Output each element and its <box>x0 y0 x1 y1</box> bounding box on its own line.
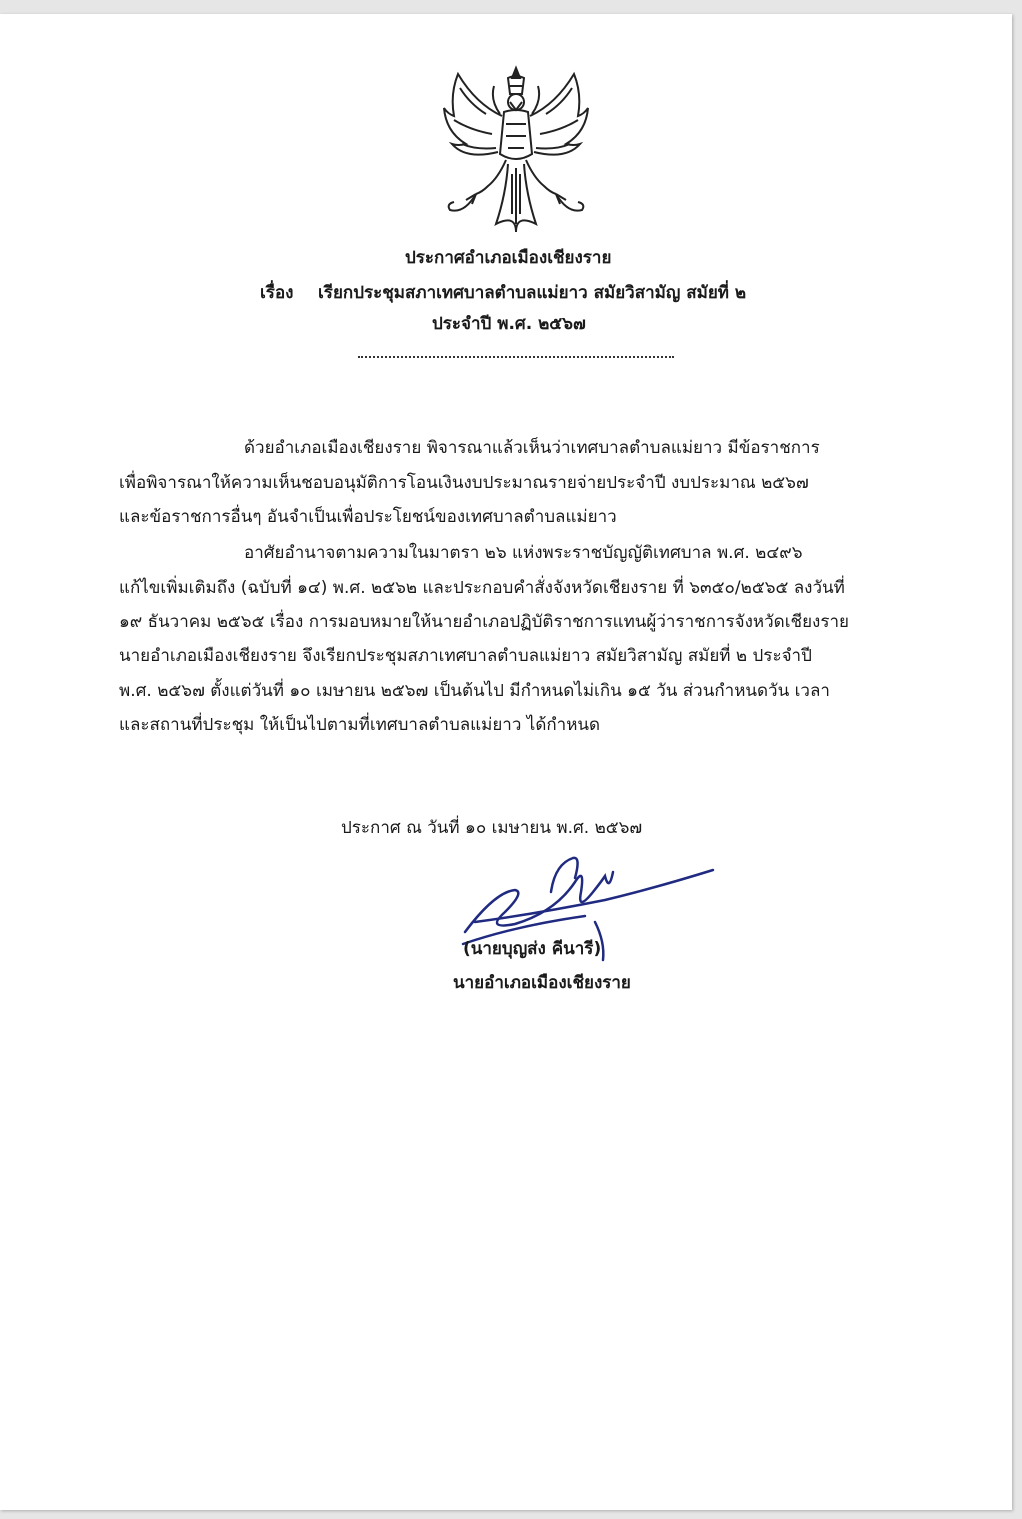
paragraph2-line: และสถานที่ประชุม ให้เป็นไปตามที่เทศบาลตำบลแม่ยาว ได้กำหนด <box>119 715 601 735</box>
signatory-position: นายอำเภอเมืองเชียงราย <box>453 973 631 993</box>
fiscal-year: ประจำปี พ.ศ. ๒๕๖๗ <box>432 314 586 334</box>
announcement-title: ประกาศอำเภอเมืองเชียงราย <box>405 248 612 268</box>
paragraph1-line: และข้อราชการอื่นๆ อันจำเป็นเพื่อประโยชน์ของเทศบาลตำบลแม่ยาว <box>119 507 617 527</box>
announcement-date: ประกาศ ณ วันที่ ๑๐ เมษายน พ.ศ. ๒๕๖๗ <box>341 818 643 838</box>
paragraph2-line: ๑๙ ธันวาคม ๒๕๖๕ เรื่อง การมอบหมายให้นายอำเภอปฏิบัติราชการแทนผู้ว่าราชการจังหวัดเชียงราย <box>119 612 849 632</box>
subject-label: เรื่อง <box>260 283 294 303</box>
paragraph2-line: พ.ศ. ๒๕๖๗ ตั้งแต่วันที่ ๑๐ เมษายน ๒๕๖๗ เป็นต้นไป มีกำหนดไม่เกิน ๑๕ วัน ส่วนกำหนดวัน เวลา <box>119 681 830 701</box>
dotted-divider <box>358 356 674 358</box>
paragraph2-line: นายอำเภอเมืองเชียงราย จึงเรียกประชุมสภาเทศบาลตำบลแม่ยาว สมัยวิสามัญ สมัยที่ ๒ ประจำปี <box>119 646 812 666</box>
paragraph2-line: อาศัยอำนาจตามความในมาตรา ๒๖ แห่งพระราชบัญญัติเทศบาล พ.ศ. ๒๔๙๖ <box>244 543 803 563</box>
garuda-emblem-icon <box>436 64 596 234</box>
paragraph1-line: ด้วยอำเภอเมืองเชียงราย พิจารณาแล้วเห็นว่าเทศบาลตำบลแม่ยาว มีข้อราชการ <box>244 438 820 458</box>
paragraph1-line: เพื่อพิจารณาให้ความเห็นชอบอนุมัติการโอนเงินงบประมาณรายจ่ายประจำปี งบประมาณ ๒๕๖๗ <box>119 473 809 493</box>
paragraph2-line: แก้ไขเพิ่มเติมถึง (ฉบับที่ ๑๔) พ.ศ. ๒๕๖๒ และประกอบคำสั่งจังหวัดเชียงราย ที่ ๖๓๕๐/๒๕๖๕ ลงวันที่ <box>119 578 845 598</box>
subject-text: เรียกประชุมสภาเทศบาลตำบลแม่ยาว สมัยวิสามัญ สมัยที่ ๒ <box>318 283 747 303</box>
signatory-name: (นายบุญส่ง คีนารี) <box>463 939 602 959</box>
document-page <box>0 14 1012 1510</box>
